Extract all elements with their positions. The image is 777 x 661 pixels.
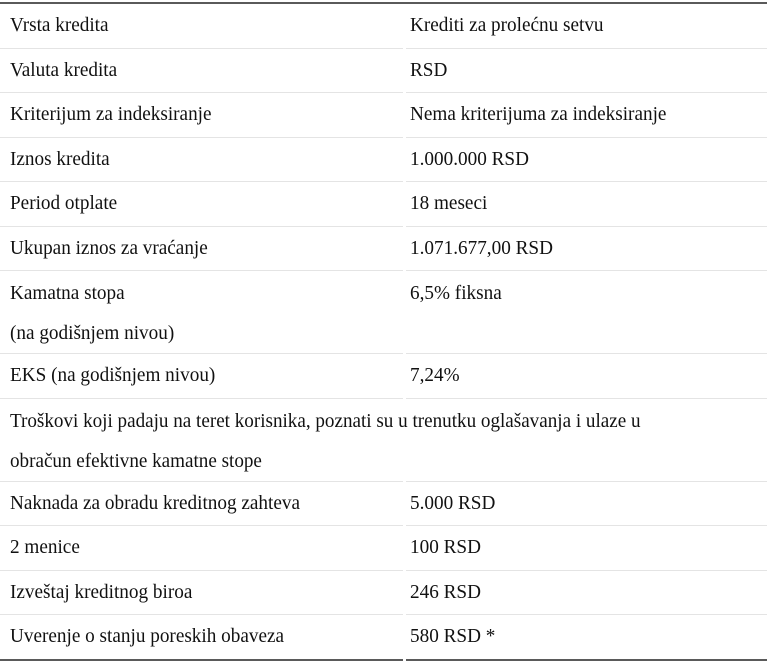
loan-amount-label: Iznos kredita [10, 147, 110, 170]
row-label [0, 182, 400, 226]
row-label [0, 615, 400, 659]
row-label [0, 354, 400, 398]
indexation-label: Kriterijum za indeksiranje [10, 103, 212, 125]
row-label [0, 482, 400, 526]
tax-certificate-label: Uverenje o stanju poreskih obaveza [10, 625, 285, 647]
row-value [400, 49, 767, 93]
row-value [400, 354, 767, 398]
costs-heading-line2: obračun efektivne kamatne stope [10, 449, 262, 472]
row-value [400, 526, 767, 570]
row-value [400, 571, 767, 615]
loan-info-table [0, 2, 767, 661]
row-label [0, 4, 400, 48]
row-label [0, 526, 400, 570]
table-row-repayment-period [0, 182, 767, 227]
row-value [400, 93, 767, 137]
total-repayment-label: Ukupan iznos za vraćanje [10, 236, 208, 259]
table-row-indexation [0, 93, 767, 138]
processing-fee-label: Naknada za obradu kreditnog zahteva [10, 491, 301, 514]
table-row-loan-type [0, 4, 767, 49]
row-label [0, 227, 400, 271]
loan-type-value: Krediti za prolećnu setvu [410, 14, 604, 36]
table-row-interest-rate [0, 271, 767, 354]
repayment-period-value: 18 meseci [410, 192, 488, 214]
credit-bureau-value: 246 RSD [410, 580, 481, 603]
currency-label: Valuta kredita [10, 58, 118, 81]
eks-label: EKS (na godišnjem nivou) [10, 364, 216, 386]
costs-heading-line1: Troškovi koji padaju na teret korisnika, poznati su u trenutku oglašavanja i ulaze u [10, 409, 641, 432]
row-value [400, 182, 767, 226]
row-value [400, 615, 767, 659]
table-row-credit-bureau-report [0, 571, 767, 616]
repayment-period-label: Period otplate [10, 192, 118, 214]
currency-value: RSD [410, 58, 448, 81]
row-value [400, 4, 767, 48]
promissory-notes-label: 2 menice [10, 536, 80, 558]
table-row-processing-fee [0, 482, 767, 527]
table-row-promissory-notes [0, 526, 767, 571]
table-row-currency [0, 49, 767, 94]
row-label [0, 271, 400, 353]
row-label [0, 49, 400, 93]
indexation-value: Nema kriterijuma za indeksiranje [410, 103, 667, 125]
tax-certificate-value: 580 RSD * [410, 625, 496, 647]
credit-bureau-label: Izveštaj kreditnog biroa [10, 580, 193, 603]
interest-rate-value: 6,5% fiksna [410, 282, 502, 304]
row-value [400, 482, 767, 526]
costs-heading [0, 399, 767, 481]
processing-fee-value: 5.000 RSD [410, 491, 496, 514]
row-value [400, 138, 767, 182]
row-value [400, 271, 767, 353]
loan-type-label: Vrsta kredita [10, 14, 109, 36]
table-row-costs-heading [0, 399, 767, 482]
row-value [400, 227, 767, 271]
row-label [0, 138, 400, 182]
total-repayment-value: 1.071.677,00 RSD [410, 236, 553, 259]
table-row-eks [0, 354, 767, 399]
table-row-tax-certificate [0, 615, 767, 661]
loan-amount-value: 1.000.000 RSD [410, 147, 529, 170]
eks-value: 7,24% [410, 364, 460, 386]
row-label [0, 571, 400, 615]
table-row-total-repayment [0, 227, 767, 272]
table-row-loan-amount [0, 138, 767, 183]
interest-rate-label: Kamatna stopa [10, 282, 125, 304]
interest-rate-label-sub: (na godišnjem nivou) [10, 322, 175, 344]
row-label [0, 93, 400, 137]
promissory-notes-value: 100 RSD [410, 536, 481, 558]
